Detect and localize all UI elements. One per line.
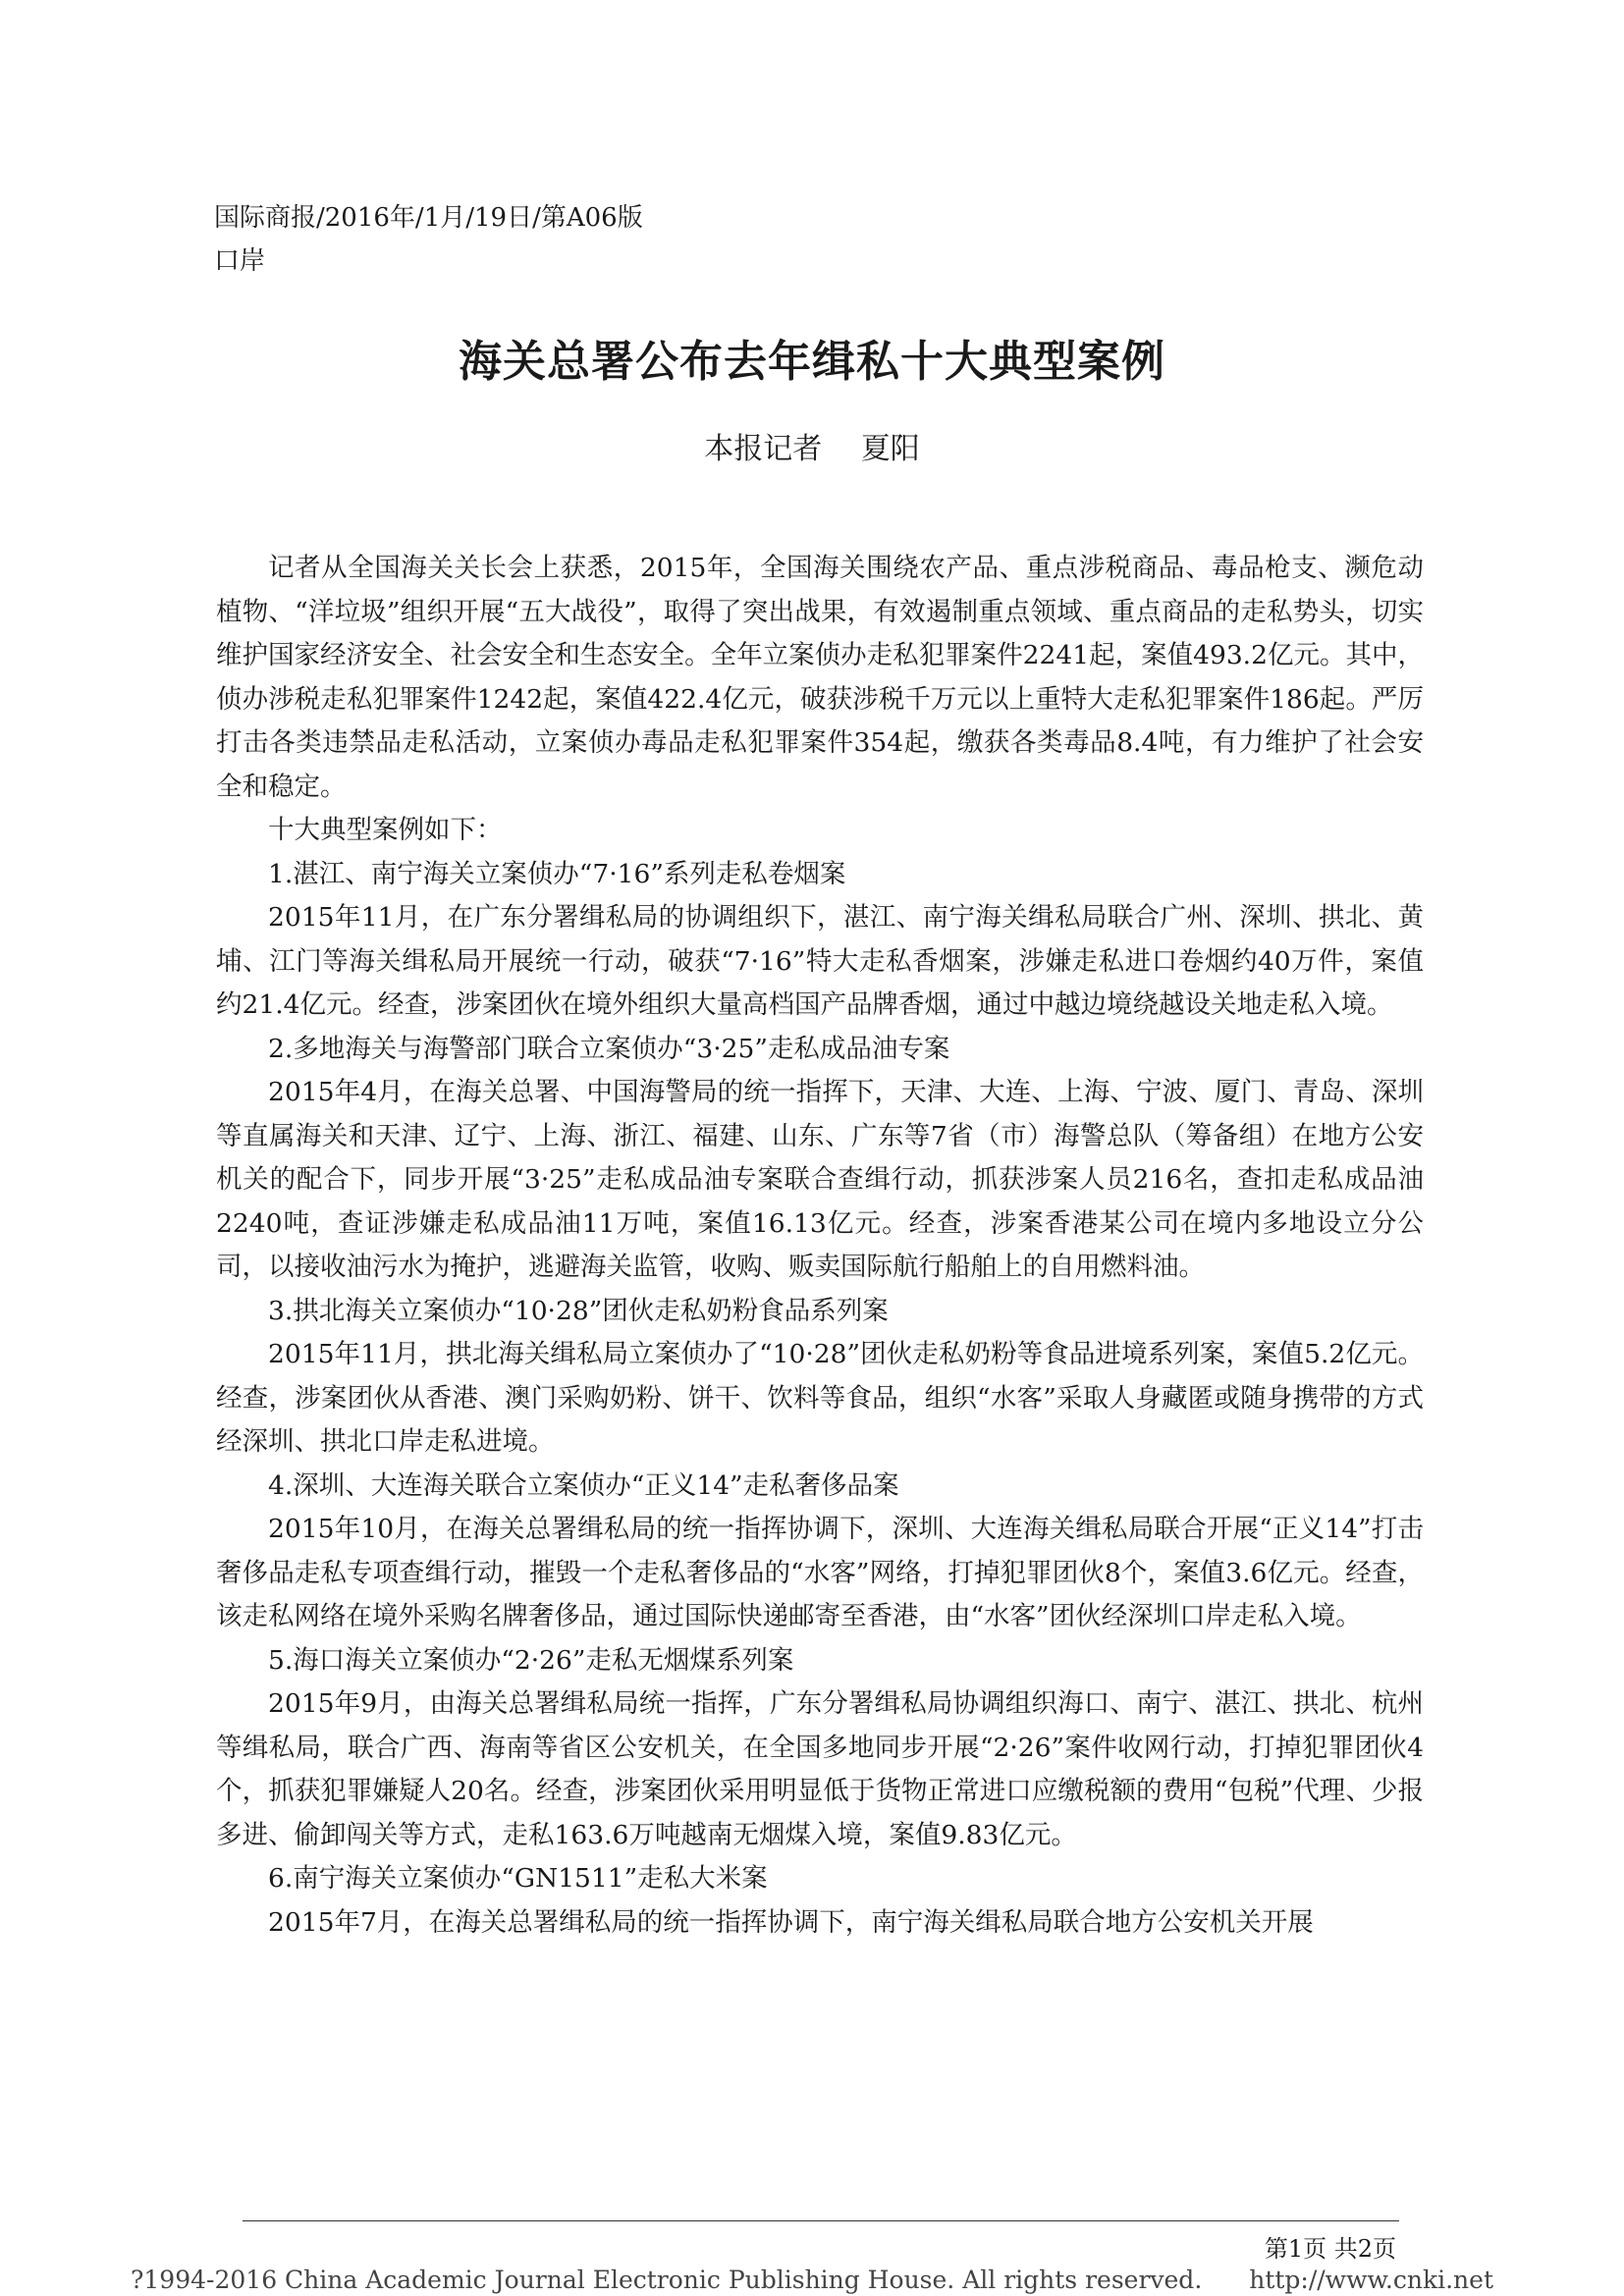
case-2-body: 2015年4月，在海关总署、中国海警局的统一指挥下，天津、大连、上海、宁波、厦门、青岛、深圳等直属海关和天津、辽宁、上海、浙江、福建、山东、广东等7省（市）海警总队（筹备组）在地方公安机关的配合下，同步开展“3·25”走私成品油专案联合查缉行动，抓获涉案人员216名，查扣走私成品油2240吨，查证涉嫌走私成品油11万吨，案值16.13亿元。经查，涉案香港某公司在境内多地设立分公司，以接收油污水为掩护，逃避海关监管，收购、贩卖国际航行船舶上的自用燃料油。 — [216, 1077, 1424, 1282]
case-1-body: 2015年11月，在广东分署缉私局的协调组织下，湛江、南宁海关缉私局联合广州、深圳、拱北、黄埔、江门等海关缉私局开展统一行动，破获“7·16”特大走私香烟案，涉嫌走私进口卷烟约40万件，案值约21.4亿元。经查，涉案团伙在境外组织大量高档国产品牌香烟，通过中越边境绕越设关地走私入境。 — [216, 902, 1424, 1020]
case-5-body: 2015年9月，由海关总署缉私局统一指挥，广东分署缉私局协调组织海口、南宁、湛江、拱北、杭州等缉私局，联合广西、海南等省区公安机关，在全国多地同步开展“2·26”案件收网行动，打掉犯罪团伙4个，抓获犯罪嫌疑人20名。经查，涉案团伙采用明显低于货物正常进口应缴税额的费用“包税”代理、少报多进、偷卸闯关等方式，走私163.6万吨越南无烟煤入境，案值9.83亿元。 — [216, 1688, 1424, 1850]
article-body — [216, 547, 1424, 1945]
paragraph-cases-intro: 十大典型案例如下： — [268, 815, 503, 845]
footer-divider — [243, 2220, 1399, 2221]
case-4-body: 2015年10月，在海关总署缉私局的统一指挥协调下，深圳、大连海关缉私局联合开展“正义14”打击奢侈品走私专项查缉行动，摧毁一个走私奢侈品的“水客”网络，打掉犯罪团伙8个，案值3.6亿元。经查，该走私网络在境外采购名牌奢侈品，通过国际快递邮寄至香港，由“水客”团伙经深圳口岸走私入境。 — [216, 1514, 1424, 1631]
source-line: 国际商报/2016年/1月/19日/第A06版 — [214, 203, 643, 233]
case-3-title: 3.拱北海关立案侦办“10·28”团伙走私奶粉食品系列案 — [268, 1295, 889, 1326]
copyright-line — [0, 2266, 1624, 2294]
byline — [0, 424, 1624, 467]
copyright-text: ?1994-2016 China Academic Journal Electronic Publishing House. All rights reserved. — [131, 2266, 1203, 2294]
section-label: 口岸 — [214, 246, 266, 276]
case-6-body: 2015年7月，在海关总署缉私局的统一指挥协调下，南宁海关缉私局联合地方公安机关开展 — [268, 1906, 1314, 1938]
article-title: 海关总署公布去年缉私十大典型案例 — [459, 337, 1165, 387]
paragraph-intro: 记者从全国海关关长会上获悉，2015年，全国海关围绕农产品、重点涉税商品、毒品枪支、濒危动植物、“洋垃圾”组织开展“五大战役”，取得了突出战果，有效遏制重点领域、重点商品的走私势头，切实维护国家经济安全、社会安全和生态安全。全年立案侦办走私犯罪案件2241起，案值493.2亿元。其中，侦办涉税走私犯罪案件1242起，案值422.4亿元，破获涉税千万元以上重特大走私犯罪案件186起。严厉打击各类违禁品走私活动，立案侦办毒品走私犯罪案件354起，缴获各类毒品8.4吨，有力维护了社会安全和稳定。 — [216, 553, 1424, 802]
case-6-title: 6.南宁海关立案侦办“GN1511”走私大米案 — [268, 1863, 768, 1894]
case-2-title: 2.多地海关与海警部门联合立案侦办“3·25”走私成品油专案 — [268, 1033, 950, 1064]
case-1-title: 1.湛江、南宁海关立案侦办“7·16”系列走私卷烟案 — [268, 858, 846, 889]
byline-name: 夏阳 — [860, 432, 920, 466]
case-3-body: 2015年11月，拱北海关缉私局立案侦办了“10·28”团伙走私奶粉等食品进境系列案，案值5.2亿元。经查，涉案团伙从香港、澳门采购奶粉、饼干、饮料等食品，组织“水客”采取人身藏匿或随身携带的方式经深圳、拱北口岸走私进境。 — [216, 1339, 1424, 1457]
case-5-title: 5.海口海关立案侦办“2·26”走私无烟煤系列案 — [268, 1644, 794, 1676]
source-info — [214, 196, 643, 283]
case-4-title: 4.深圳、大连海关联合立案侦办“正义14”走私奢侈品案 — [268, 1469, 899, 1501]
source-url: http://www.cnki.net — [1249, 2266, 1493, 2294]
byline-role: 本报记者 — [704, 432, 823, 466]
page-indicator: 第1页 共2页 — [1264, 2235, 1396, 2263]
